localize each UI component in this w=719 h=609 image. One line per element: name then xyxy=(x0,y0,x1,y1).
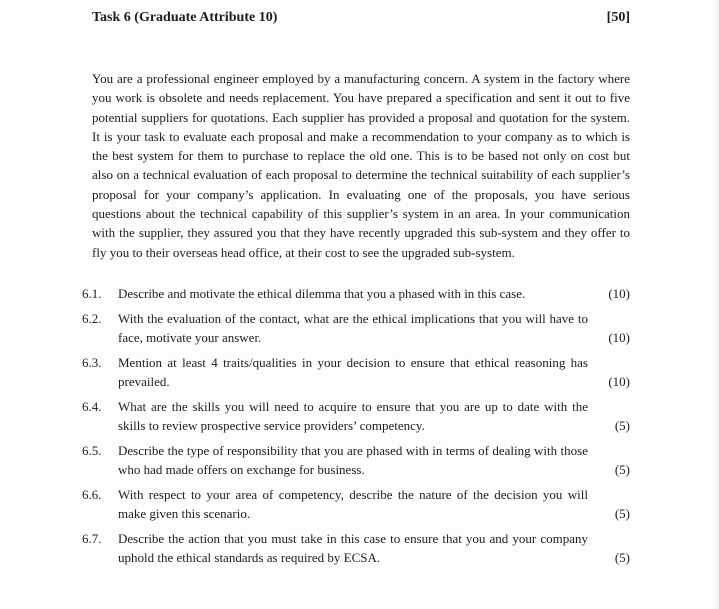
task-total-marks: [50] xyxy=(606,10,630,25)
question-number: 6.3. xyxy=(82,355,102,370)
question-marks: (10) xyxy=(608,286,630,301)
question-text: With the evaluation of the contact, what are the ethical implications that you will have to face, motivate your answer. xyxy=(118,311,588,345)
question-number: 6.6. xyxy=(82,487,102,502)
question-item xyxy=(82,485,630,523)
question-number: 6.1. xyxy=(82,286,102,301)
scenario-paragraph: You are a professional engineer employed by a manufacturing concern. A system in the factory where you work is obsolete and needs replacement. You have prepared a specification and sent it out to five potential suppliers for quotations. Each supplier has provided a proposal and quotation for the system. It is your task to evaluate each proposal and make a recommendation to your company as to which is the best system for them to purchase to replace the old one. This is to be based not only on cost but also on a technical evaluation of each proposal to determine the technical suitability of each supplier’s proposal for your company’s application. In evaluating one of the proposals, you have serious questions about the technical capability of this supplier’s system in an area. In your communication with the supplier, they assured you that they have recently upgraded this sub-system and they offer to fly you to their overseas head office, at their cost to see the upgraded sub-system. xyxy=(92,71,630,260)
question-marks: (5) xyxy=(614,418,630,433)
question-text: Describe the type of responsibility that you are phased with in terms of dealing with those who had made offers on exchange for business. xyxy=(118,443,588,477)
question-number: 6.2. xyxy=(82,311,102,326)
question-item xyxy=(82,309,630,347)
question-number: 6.7. xyxy=(82,531,102,546)
page-edge-shadow xyxy=(713,0,719,609)
question-number: 6.4. xyxy=(82,399,102,414)
task-title: Task 6 (Graduate Attribute 10) xyxy=(92,10,278,25)
question-list xyxy=(82,284,630,573)
question-number: 6.5. xyxy=(82,443,102,458)
question-marks: (5) xyxy=(614,462,630,477)
question-marks: (5) xyxy=(614,506,630,521)
question-marks: (10) xyxy=(608,330,630,345)
question-text: Describe and motivate the ethical dilemma that you a phased with in this case. xyxy=(118,286,526,301)
task-header xyxy=(92,10,630,30)
question-item xyxy=(82,441,630,479)
question-text: With respect to your area of competency, describe the nature of the decision you will make given this scenario. xyxy=(118,487,588,521)
question-item xyxy=(82,529,630,567)
question-item xyxy=(82,284,630,303)
question-text: Mention at least 4 traits/qualities in your decision to ensure that ethical reasoning has prevailed. xyxy=(118,355,588,389)
question-marks: (5) xyxy=(614,550,630,565)
question-text: Describe the action that you must take in this case to ensure that you and your company uphold the ethical standards as required by ECSA. xyxy=(118,531,588,565)
question-text: What are the skills you will need to acquire to ensure that you are up to date with the skills to review prospective service providers’ competency. xyxy=(118,399,588,433)
question-marks: (10) xyxy=(608,374,630,389)
question-item xyxy=(82,397,630,435)
question-item xyxy=(82,353,630,391)
